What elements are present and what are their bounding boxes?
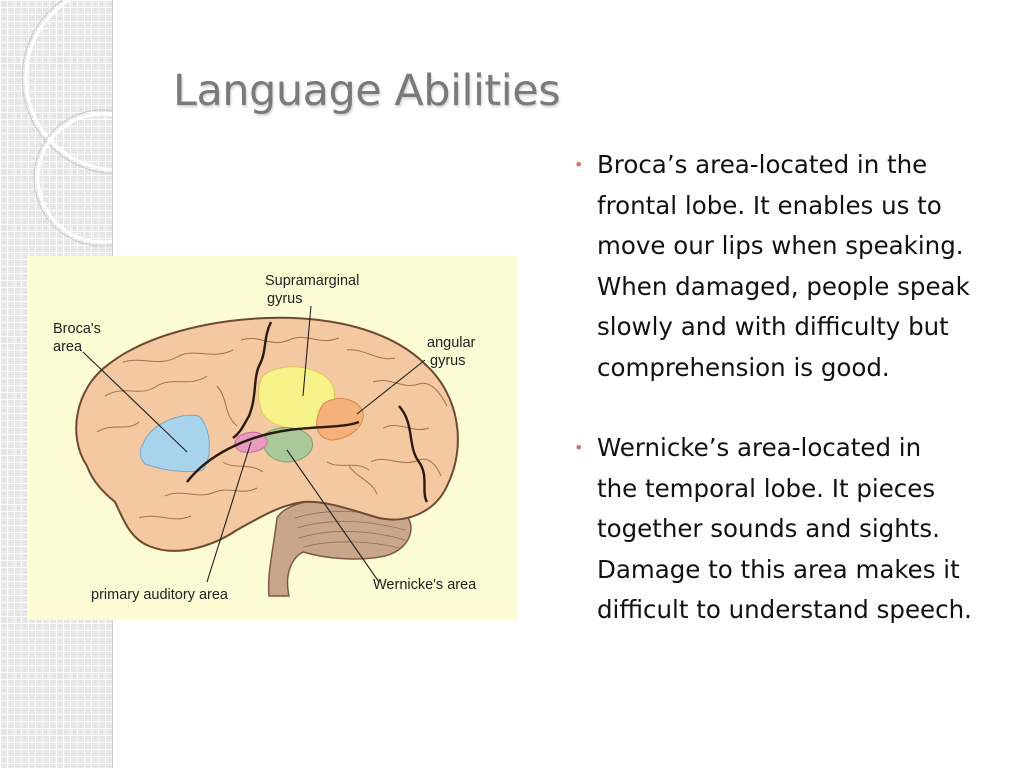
label-supramarginal-line2: gyrus [267,291,303,307]
label-primary-auditory: primary auditory area [91,587,228,603]
bullet-line: the temporal lobe. It pieces [597,473,936,503]
label-brocas-line2: area [53,339,83,355]
bullet-line: When damaged, people speak [597,271,970,301]
bullet-dot-icon: • [574,438,584,457]
label-angular-line2: gyrus [430,353,466,369]
bullet-dot-icon: • [574,155,584,174]
bullet-line: frontal lobe. It enables us to [597,190,942,220]
label-wernickes: Wernicke's area [373,577,477,593]
bullet-list [574,145,1019,631]
label-supramarginal-line1: Supramarginal [265,273,360,289]
label-angular-line1: angular [427,335,476,351]
bullet-line: comprehension is good. [597,352,890,382]
label-brocas-line1: Broca's [53,321,101,337]
bullet-line: difficult to understand speech. [597,595,972,624]
bullet-line: Damage to this area makes it [597,554,960,584]
bullet-brocas-area [574,145,1019,388]
slide-title: Language Abilities [173,66,561,116]
bullet-line: together sounds and sights. [597,514,940,543]
bullet-line: Wernicke’s area-located in [597,433,922,462]
brain-diagram [27,256,518,620]
bullet-line: move our lips when speaking. [597,231,964,260]
bullet-line: Broca’s area-located in the [597,150,928,179]
bullet-wernickes-area [574,428,1019,631]
brain-diagram-svg [27,256,518,620]
bullet-line: slowly and with difficulty but [597,312,949,341]
